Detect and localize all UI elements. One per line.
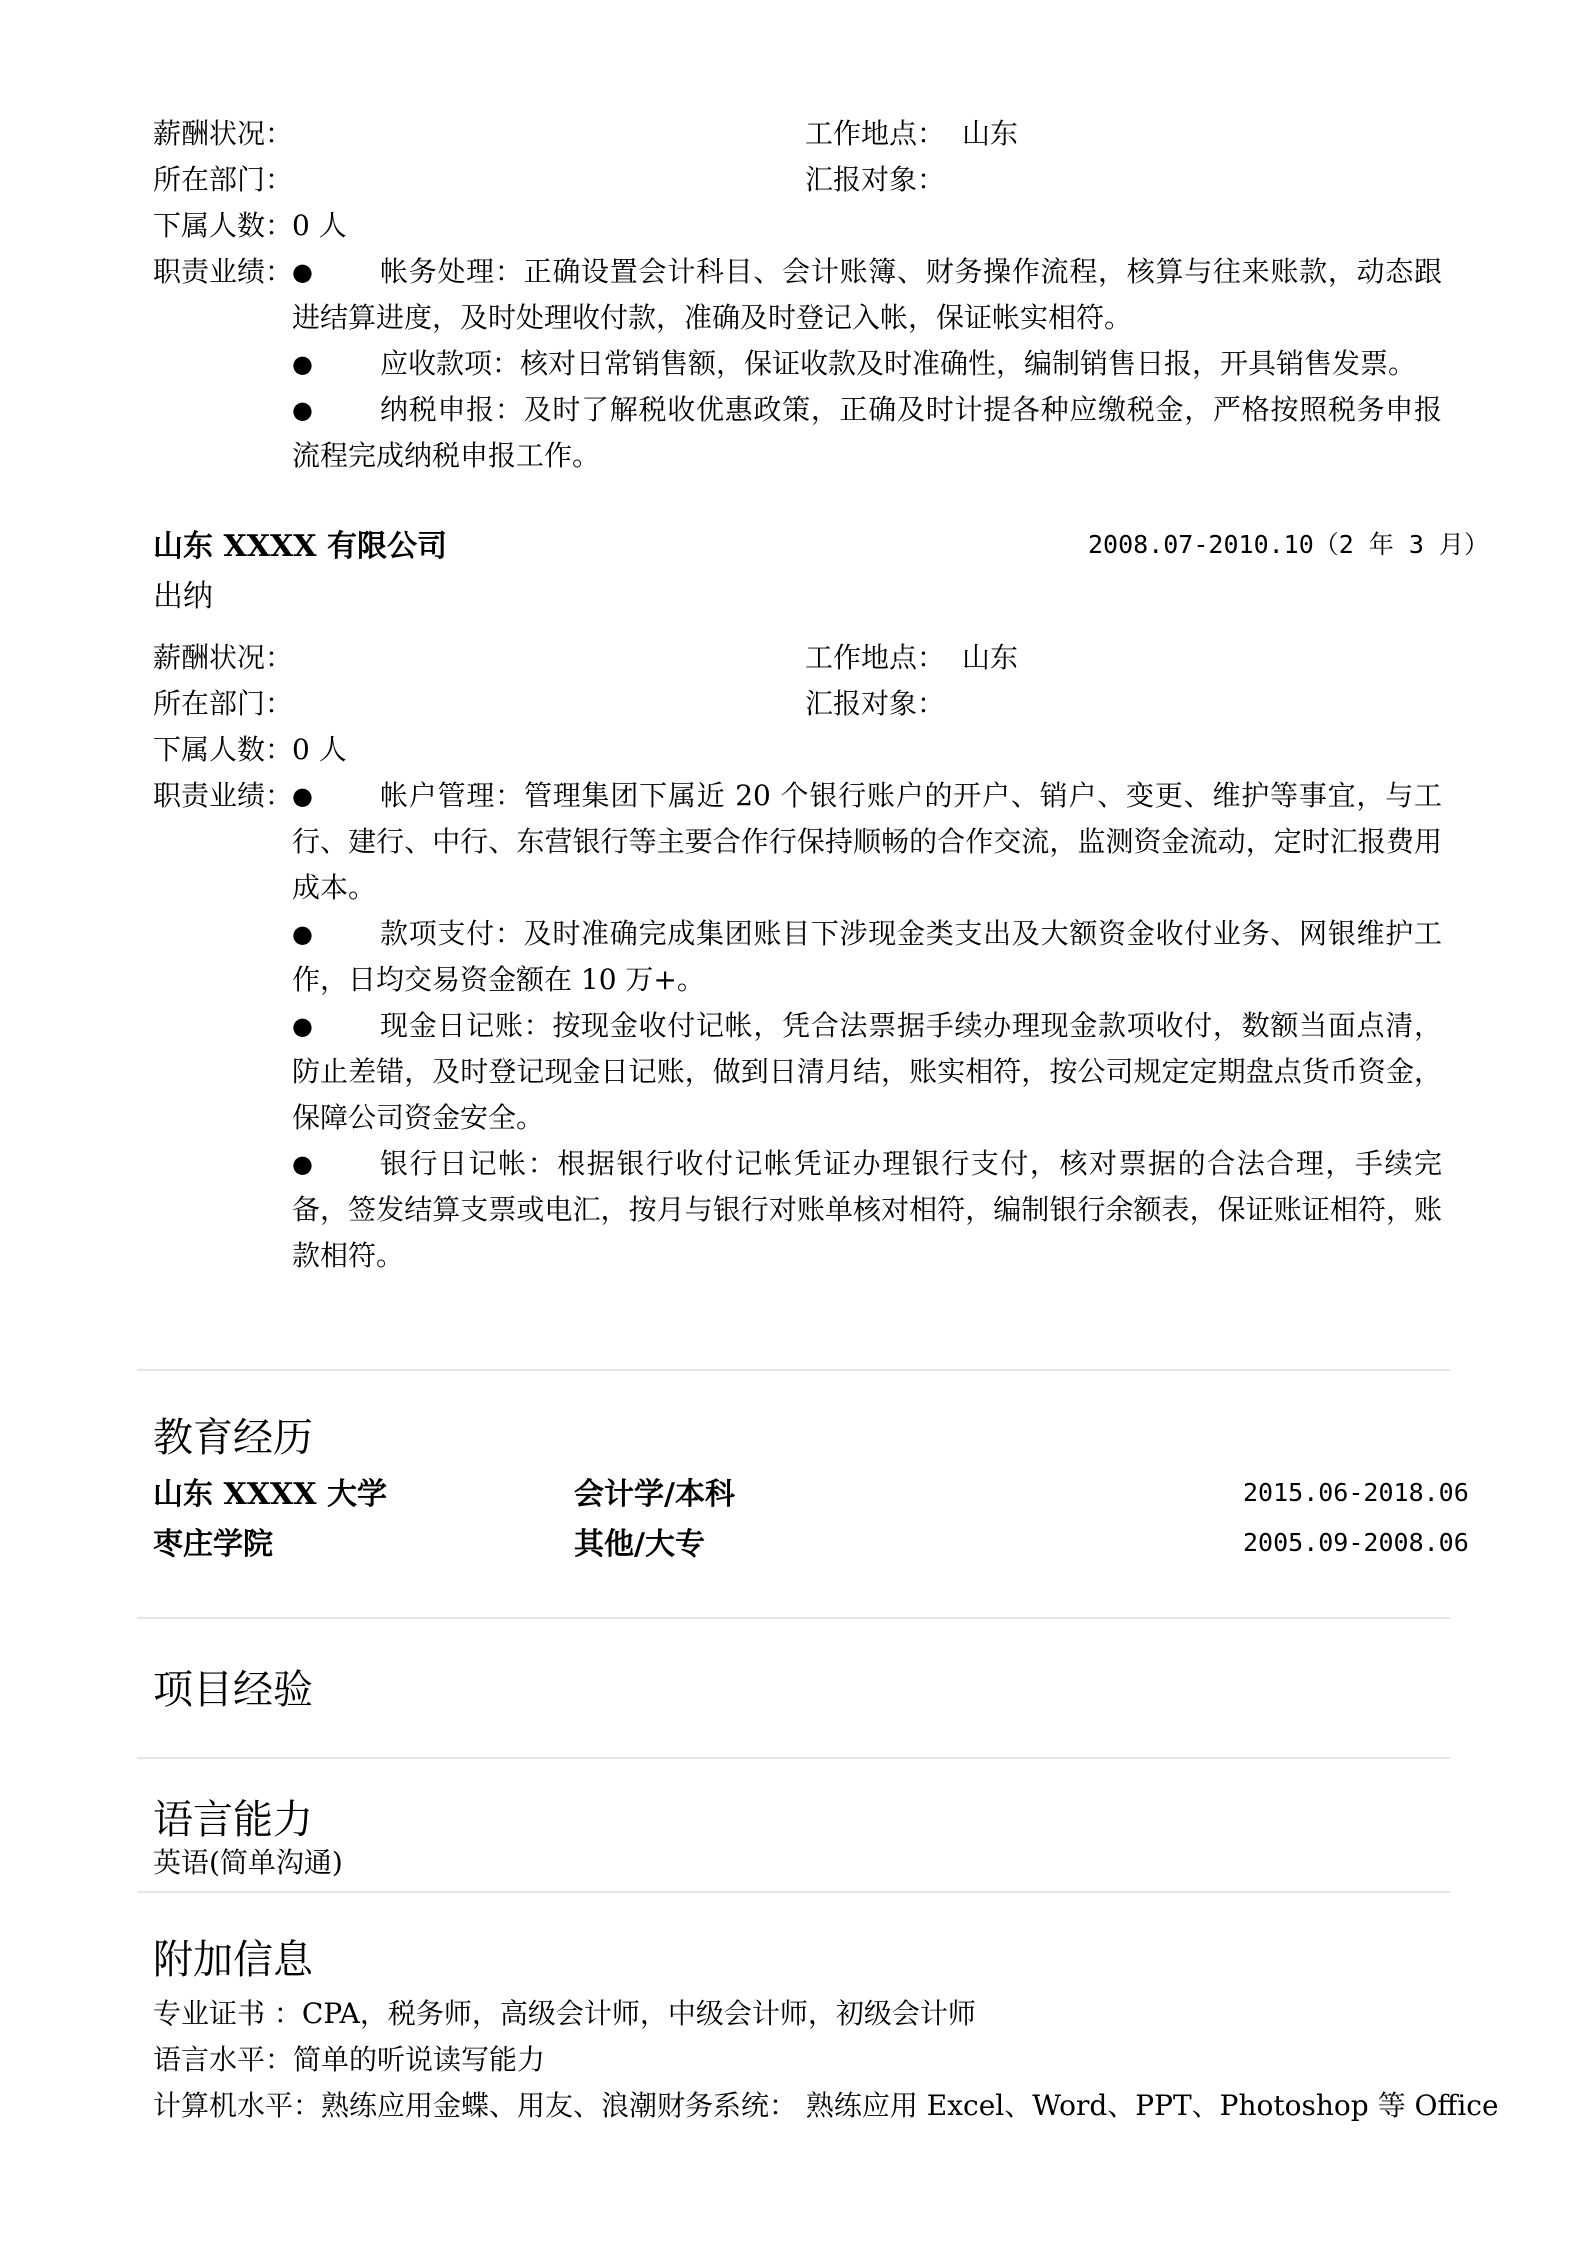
- section-divider: [137, 1891, 1450, 1893]
- bullet-icon: ●: [292, 1012, 313, 1040]
- bullet-icon: ●: [292, 1150, 313, 1178]
- report-to-label: 汇报对象：: [805, 163, 946, 196]
- bullet-icon: ●: [292, 920, 313, 948]
- subordinates-value: 0 人: [292, 209, 347, 242]
- edu-major: 会计学/本科: [574, 1477, 735, 1512]
- edu-date: 2015.06-2018.06: [1243, 1478, 1469, 1507]
- department-label: 所在部门：: [153, 163, 294, 196]
- duty-item: 款项支付：及时准确完成集团账目下涉现金类支出及大额资金收付业务、网银维护工作，日均交易资金额在 10 万+。: [292, 917, 1442, 996]
- education-title: 教育经历: [153, 1415, 313, 1461]
- company-name: 山东 XXXX 有限公司: [153, 529, 447, 564]
- department-label: 所在部门：: [153, 687, 294, 720]
- edu-school: 枣庄学院: [153, 1527, 273, 1562]
- location-label: 工作地点：: [805, 117, 946, 150]
- subordinates-value: 0 人: [292, 733, 347, 766]
- section-divider: [137, 1757, 1450, 1759]
- section-divider: [137, 1617, 1450, 1619]
- subordinates-label: 下属人数：: [153, 209, 294, 242]
- report-to-label: 汇报对象：: [805, 687, 946, 720]
- duty-item: 帐务处理：正确设置会计科目、会计账簿、财务操作流程，核算与往来账款，动态跟进结算进度，及时处理收付款，准确及时登记入帐，保证帐实相符。: [292, 255, 1442, 334]
- certificates-line: 专业证书 ：CPA，税务师，高级会计师，中级会计师，初级会计师: [153, 1997, 976, 2030]
- location-label: 工作地点：: [805, 641, 946, 674]
- language-level-line: 语言水平：简单的听说读写能力: [153, 2043, 546, 2076]
- bullet-icon: ●: [292, 350, 313, 378]
- bullet-icon: ●: [292, 396, 313, 424]
- additional-title: 附加信息: [153, 1937, 313, 1983]
- bullet-icon: ●: [292, 258, 313, 286]
- duty-item: 现金日记账：按现金收付记帐，凭合法票据手续办理现金款项收付，数额当面点清，防止差错，及时登记现金日记账，做到日清月结，账实相符，按公司规定定期盘点货币资金，保障公司资金安全。: [292, 1009, 1442, 1134]
- bullet-icon: ●: [292, 782, 313, 810]
- job-position: 出纳: [153, 579, 213, 614]
- duty-item: 纳税申报：及时了解税收优惠政策，正确及时计提各种应缴税金，严格按照税务申报流程完成纳税申报工作。: [292, 393, 1442, 472]
- edu-date: 2005.09-2008.06: [1243, 1528, 1469, 1557]
- subordinates-label: 下属人数：: [153, 733, 294, 766]
- salary-label: 薪酬状况：: [153, 117, 294, 150]
- duty-item: 应收款项：核对日常销售额，保证收款及时准确性，编制销售日报，开具销售发票。: [380, 347, 1417, 380]
- duty-item: 银行日记帐：根据银行收付记帐凭证办理银行支付，核对票据的合法合理，手续完备，签发结算支票或电汇，按月与银行对账单核对相符，编制银行余额表，保证账证相符，账款相符。: [292, 1147, 1442, 1272]
- language-value: 英语(简单沟通): [153, 1846, 343, 1879]
- duty-item: 帐户管理：管理集团下属近 20 个银行账户的开户、销户、变更、维护等事宜，与工行、建行、中行、东营银行等主要合作行保持顺畅的合作交流，监测资金流动，定时汇报费用成本。: [292, 779, 1442, 904]
- language-title: 语言能力: [153, 1797, 313, 1843]
- job-date-range: 2008.07-2010.10（2 年 3 月）: [1088, 530, 1490, 559]
- computer-skills-line: 计算机水平：熟练应用金蝶、用友、浪潮财务系统： 熟练应用 Excel、Word、PPT、Photoshop 等 Office: [153, 2089, 1499, 2122]
- duties-label: 职责业绩：: [153, 779, 294, 812]
- salary-label: 薪酬状况：: [153, 641, 294, 674]
- duties-label: 职责业绩：: [153, 255, 294, 288]
- edu-school: 山东 XXXX 大学: [153, 1477, 387, 1512]
- projects-title: 项目经验: [153, 1667, 313, 1713]
- section-divider: [137, 1369, 1450, 1371]
- location-value: 山东: [962, 117, 1019, 150]
- edu-major: 其他/大专: [574, 1527, 705, 1562]
- location-value: 山东: [962, 641, 1019, 674]
